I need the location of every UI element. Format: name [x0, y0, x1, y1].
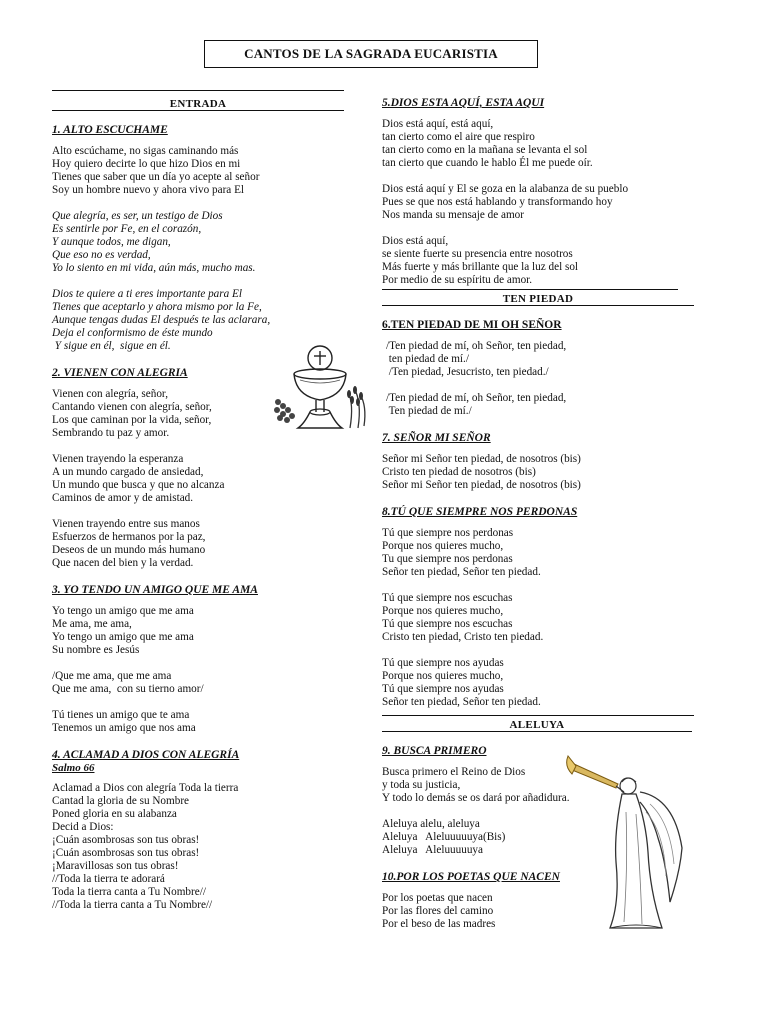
lyric-line: Aclamad a Dios con alegría Toda la tierra	[52, 782, 239, 794]
lyric-line: Tenemos un amigo que nos ama	[52, 722, 196, 734]
lyric-line: Por medio de su espíritu de amor.	[382, 274, 533, 286]
section-label: TEN PIEDAD	[502, 293, 574, 305]
lyric-line: /Ten piedad de mí, oh Señor, ten piedad,	[386, 340, 567, 352]
lyric-line: tan cierto como el aire que respiro	[382, 131, 535, 143]
stanza	[52, 670, 352, 696]
song-title: 9. BUSCA PRIMERO	[382, 745, 487, 757]
stanza	[52, 709, 352, 735]
lyric-line: Señor ten piedad, Señor ten piedad.	[382, 566, 541, 578]
lyric-line: Aleluya alelu, aleluya	[382, 818, 480, 830]
song-6	[382, 318, 702, 418]
lyric-line: ¡Cuán asombrosas son tus obras!	[52, 834, 200, 846]
song-5	[382, 96, 702, 287]
lyric-line: Señor mi Señor ten piedad, de nosotros (bis)	[382, 453, 581, 465]
stanza	[382, 592, 702, 644]
stanza	[382, 453, 702, 492]
lyric-line: Hoy quiero decirte lo que hizo Dios en mi	[52, 158, 241, 170]
lyric-line: Yo tengo un amigo que me ama	[52, 631, 194, 643]
lyric-line: Sembrando tu paz y amor.	[52, 427, 170, 439]
lyric-line: Cantad la gloria de su Nombre	[52, 795, 190, 807]
lyric-line: Esfuerzos de hermanos por la paz,	[52, 531, 206, 543]
stanza	[52, 518, 352, 570]
lyric-line: A un mundo cargado de ansiedad,	[52, 466, 204, 478]
song-3	[52, 583, 352, 735]
lyric-line: /Que me ama, que me ama	[52, 670, 172, 682]
lyric-line: Señor mi Señor ten piedad, de nosotros (bis)	[382, 479, 581, 491]
song-7	[382, 431, 702, 492]
lyric-line: Señor ten piedad, Señor ten piedad.	[382, 696, 541, 708]
song-title: 2. VIENEN CON ALEGRIA	[52, 367, 188, 379]
lyric-line: Es sentirle por Fe, en el corazón,	[52, 223, 202, 235]
lyric-line: Su nombre es Jesús	[52, 644, 140, 656]
lyric-line: Que eso no es verdad,	[52, 249, 151, 261]
stanza	[52, 145, 352, 197]
lyric-line: Cantando vienen con alegría, señor,	[52, 401, 212, 413]
lyric-line: Tienes que saber que un día yo acepte al señor	[52, 171, 260, 183]
song-subtitle: Salmo 66	[52, 762, 95, 774]
lyric-line: Porque nos quieres mucho,	[382, 540, 504, 552]
divider	[382, 715, 694, 716]
lyric-line: ¡Cuán asombrosas son tus obras!	[52, 847, 200, 859]
stanza	[382, 118, 702, 170]
section-label: ALELUYA	[509, 719, 565, 731]
lyric-line: Ten piedad de mí./	[386, 405, 472, 417]
song-title: 5.DIOS ESTA AQUÍ, ESTA AQUI	[382, 97, 545, 109]
divider	[382, 289, 678, 290]
stanza	[52, 605, 352, 657]
lyric-line: Los que caminan por la vida, señor,	[52, 414, 212, 426]
stanza	[52, 210, 352, 275]
lyric-line: Alto escúchame, no sigas caminando más	[52, 145, 239, 157]
lyric-line: Cristo ten piedad de nosotros (bis)	[382, 466, 536, 478]
lyric-line: Yo lo siento en mi vida, aún más, mucho mas.	[52, 262, 256, 274]
lyric-line: Cristo ten piedad, Cristo ten piedad.	[382, 631, 544, 643]
lyric-line: Que nacen del bien y la verdad.	[52, 557, 194, 569]
section-header-entrada	[52, 97, 344, 111]
lyric-line: ten piedad de mí./	[386, 353, 469, 365]
chalice-with-host-icon	[270, 344, 370, 436]
lyric-line: Porque nos quieres mucho,	[382, 670, 504, 682]
lyric-line: Que me ama, con su tierno amor/	[52, 683, 204, 695]
stanza	[382, 183, 702, 222]
lyric-line: Busca primero el Reino de Dios	[382, 766, 526, 778]
lyric-line: Porque nos quieres mucho,	[382, 605, 504, 617]
lyric-line: Por los poetas que nacen	[382, 892, 493, 904]
song-8	[382, 505, 702, 709]
divider	[52, 90, 344, 91]
song-title: 8.TÚ QUE SIEMPRE NOS PERDONAS	[382, 506, 578, 518]
lyric-line: tan cierto como en la mañana se levanta el sol	[382, 144, 588, 156]
lyric-line: Tu que siempre nos perdonas	[382, 553, 513, 565]
lyric-line: Deja el conformismo de éste mundo	[52, 327, 213, 339]
lyric-line: Por las flores del camino	[382, 905, 494, 917]
lyric-line: ¡Maravillosas son tus obras!	[52, 860, 179, 872]
lyric-line: Dios está aquí,	[382, 235, 449, 247]
lyric-line: Caminos de amor y de amistad.	[52, 492, 194, 504]
lyric-line: Yo tengo un amigo que me ama	[52, 605, 194, 617]
lyric-line: Dios te quiere a ti eres importante para El	[52, 288, 242, 300]
lyric-line: Vienen trayendo la esperanza	[52, 453, 184, 465]
stanza	[382, 657, 702, 709]
lyric-line: Nos manda su mensaje de amor	[382, 209, 524, 221]
lyric-line: Tú que siempre nos ayudas	[382, 657, 504, 669]
lyric-line: Vienen trayendo entre sus manos	[52, 518, 200, 530]
song-1	[52, 123, 352, 353]
song-title: 4. ACLAMAD A DIOS CON ALEGRÍA	[52, 749, 240, 761]
lyric-line: /Ten piedad de mí, oh Señor, ten piedad,	[386, 392, 567, 404]
lyric-line: tan cierto que cuando le hablo Él me puede oír.	[382, 157, 593, 169]
section-header-ten-piedad	[382, 292, 694, 306]
lyric-line: Dios está aquí, está aquí,	[382, 118, 494, 130]
lyric-line: Dios está aquí y El se goza en la alabanza de su pueblo	[382, 183, 629, 195]
lyric-line: //Toda la tierra canta a Tu Nombre//	[52, 899, 213, 911]
song-title: 6.TEN PIEDAD DE MI OH SEÑOR	[382, 319, 562, 331]
lyric-line: Un mundo que busca y que no alcanza	[52, 479, 225, 491]
stanza	[382, 235, 702, 287]
song-title: 1. ALTO ESCUCHAME	[52, 124, 168, 136]
stanza	[382, 527, 702, 579]
lyric-line: Que alegría, es ser, un testigo de Dios	[52, 210, 223, 222]
lyric-line: Aleluya Aleluuuuuya	[382, 844, 483, 856]
lyric-line: Tú tienes un amigo que te ama	[52, 709, 190, 721]
page-title: CANTOS DE LA SAGRADA EUCARISTIA	[204, 40, 538, 68]
lyric-line: y toda su justicia,	[382, 779, 461, 791]
lyric-line: Tú que siempre nos escuchas	[382, 592, 513, 604]
lyric-line: Poned gloria en su alabanza	[52, 808, 177, 820]
section-label: ENTRADA	[169, 98, 227, 110]
song-title: 3. YO TENDO UN AMIGO QUE ME AMA	[52, 584, 258, 596]
lyric-line: Toda la tierra canta a Tu Nombre//	[52, 886, 206, 898]
stanza	[52, 782, 352, 912]
angel-with-trumpet-icon	[566, 752, 686, 932]
left-column	[52, 88, 352, 925]
lyric-line: Tienes que aceptarlo y ahora mismo por la Fe,	[52, 301, 262, 313]
lyric-line: Aunque tengas dudas El después te las aclarara,	[52, 314, 271, 326]
song-title: 10.POR LOS POETAS QUE NACEN	[382, 871, 560, 883]
stanza	[382, 340, 702, 379]
lyric-line: Tú que siempre nos escuchas	[382, 618, 513, 630]
lyric-line: Tú que siempre nos perdonas	[382, 527, 514, 539]
lyric-line: Y todo lo demás se os dará por añadidura.	[382, 792, 570, 804]
lyric-line: Y aunque todos, me digan,	[52, 236, 171, 248]
lyric-line: Pues se que nos está hablando y transformando hoy	[382, 196, 613, 208]
lyric-line: /Ten piedad, Jesucristo, ten piedad./	[386, 366, 549, 378]
stanza	[52, 453, 352, 505]
lyric-line: Más fuerte y más brillante que la luz del sol	[382, 261, 579, 273]
lyric-line: Y sigue en él, sigue en él.	[52, 340, 171, 352]
lyric-line: Decid a Dios:	[52, 821, 114, 833]
lyric-line: Me ama, me ama,	[52, 618, 132, 630]
lyric-line: se siente fuerte su presencia entre nosotros	[382, 248, 573, 260]
song-title: 7. SEÑOR MI SEÑOR	[382, 432, 491, 444]
lyric-line: Soy un hombre nuevo y ahora vivo para El	[52, 184, 245, 196]
stanza	[382, 392, 702, 418]
lyric-line: Deseos de un mundo más humano	[52, 544, 206, 556]
lyric-line: Aleluya Aleluuuuuya(Bis)	[382, 831, 506, 843]
song-4	[52, 748, 352, 912]
lyric-line: Tú que siempre nos ayudas	[382, 683, 504, 695]
lyric-line: Por el beso de las madres	[382, 918, 496, 930]
lyric-line: //Toda la tierra te adorará	[52, 873, 165, 885]
section-header-aleluya	[382, 718, 692, 732]
lyric-line: Vienen con alegría, señor,	[52, 388, 168, 400]
